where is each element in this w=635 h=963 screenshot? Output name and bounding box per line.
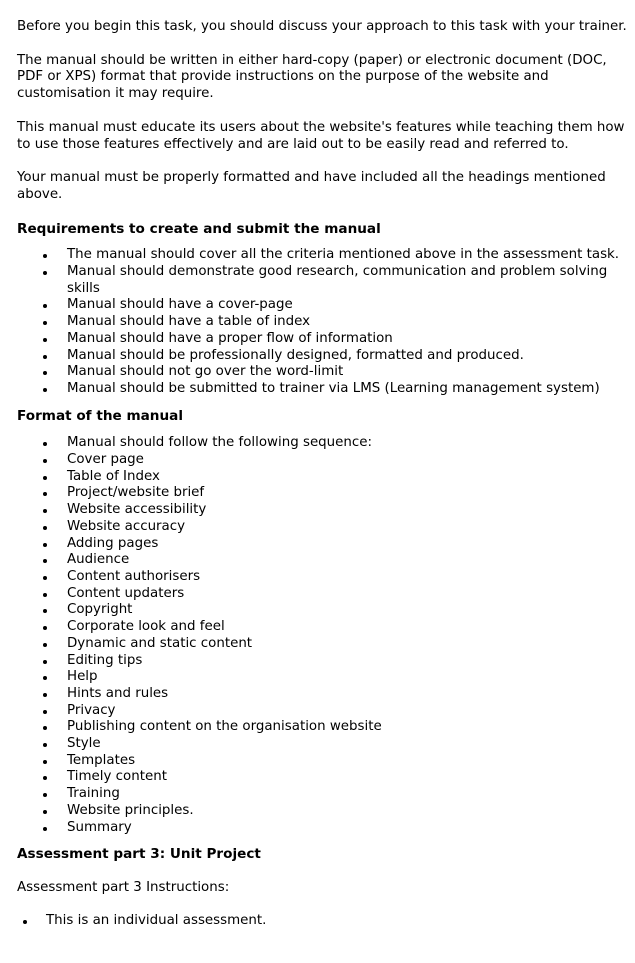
part3-list — [17, 913, 635, 930]
list-item: Table of Index — [17, 469, 635, 486]
part3-heading: Assessment part 3: Unit Project — [17, 846, 261, 863]
requirements-heading: Requirements to create and submit the manual — [17, 220, 381, 237]
list-item: Privacy — [17, 703, 635, 720]
list-item: Manual should have a proper flow of information — [17, 331, 635, 348]
list-item: Manual should have a table of index — [17, 314, 635, 331]
requirements-list — [17, 247, 635, 397]
list-item: Editing tips — [17, 653, 635, 670]
intro-paragraph: Before you begin this task, you should discuss your approach to this task with your trainer. — [17, 19, 627, 34]
document-page — [17, 19, 635, 929]
list-item: Timely content — [17, 769, 635, 786]
list-item: Cover page — [17, 452, 635, 469]
list-item: Manual should be submitted to trainer via LMS (Learning management system) — [17, 381, 635, 398]
list-item: Manual should follow the following sequence: — [17, 435, 635, 452]
list-item: Style — [17, 736, 635, 753]
list-item: Manual should have a cover-page — [17, 297, 635, 314]
list-item: Manual should demonstrate good research, communication and problem solving skills — [17, 264, 635, 297]
list-item: Content authorisers — [17, 569, 635, 586]
list-item: Website principles. — [17, 803, 635, 820]
format-list — [17, 435, 635, 836]
part3-instructions-label: Assessment part 3 Instructions: — [17, 879, 230, 895]
list-item: Audience — [17, 552, 635, 569]
list-item: Project/website brief — [17, 485, 635, 502]
list-item: This is an individual assessment. — [17, 913, 635, 930]
list-item: Content updaters — [17, 586, 635, 603]
list-item: Manual should not go over the word-limit — [17, 364, 635, 381]
list-item: The manual should cover all the criteria mentioned above in the assessment task. — [17, 247, 635, 264]
list-item: Copyright — [17, 602, 635, 619]
intro-paragraph: The manual should be written in either hard-copy (paper) or electronic document (DOC, PDF or XPS) format that provide instructions on the purpose of the website and customisation it may require. — [17, 52, 607, 102]
format-heading: Format of the manual — [17, 407, 183, 424]
intro-paragraph: Your manual must be properly formatted and have included all the headings mentioned above. — [17, 170, 606, 202]
list-item: Website accessibility — [17, 502, 635, 519]
list-item: Adding pages — [17, 536, 635, 553]
list-item: Summary — [17, 820, 635, 837]
list-item: Manual should be professionally designed, formatted and produced. — [17, 348, 635, 365]
list-item: Dynamic and static content — [17, 636, 635, 653]
list-item: Corporate look and feel — [17, 619, 635, 636]
list-item: Templates — [17, 753, 635, 770]
list-item: Publishing content on the organisation website — [17, 719, 635, 736]
list-item: Hints and rules — [17, 686, 635, 703]
list-item: Help — [17, 669, 635, 686]
list-item: Website accuracy — [17, 519, 635, 536]
list-item: Training — [17, 786, 635, 803]
intro-paragraph: This manual must educate its users about the website's features while teaching them how to use those features effectively and are laid out to be easily read and referred to. — [17, 119, 625, 152]
